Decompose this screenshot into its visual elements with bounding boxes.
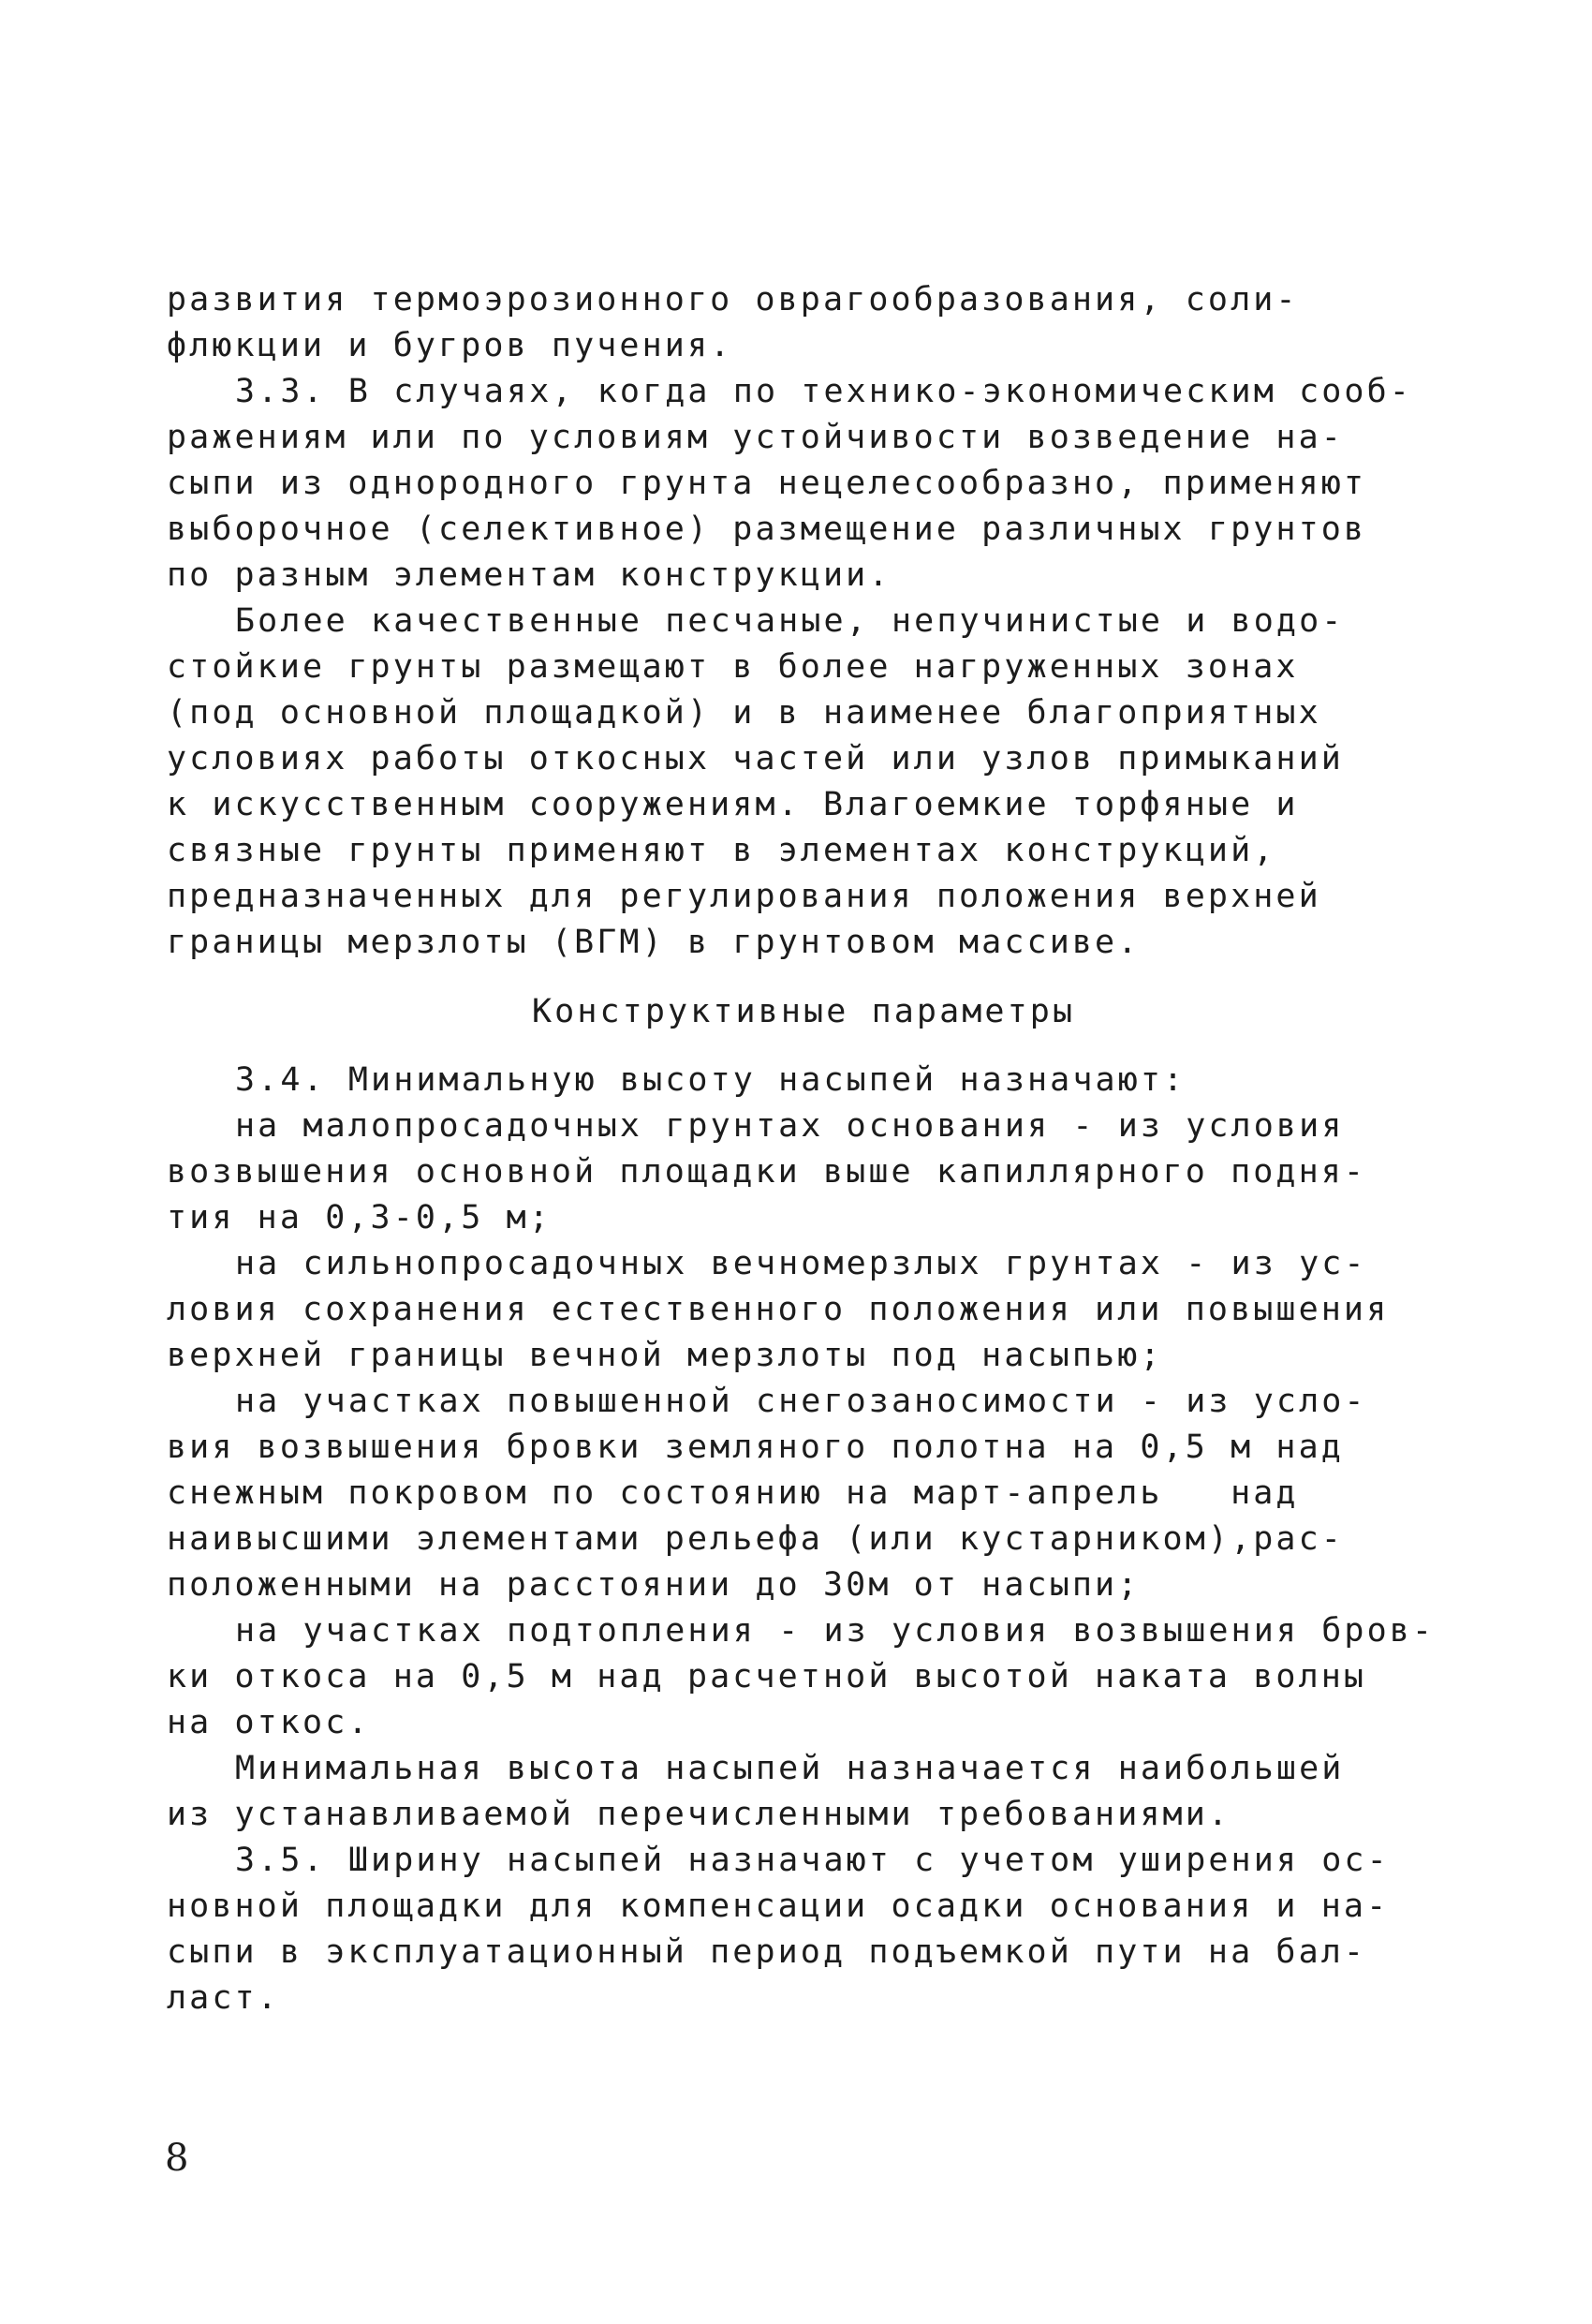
text-line: положенными на расстоянии до 30м от насыпи; [167,1566,1141,1604]
section-heading: Конструктивные параметры [532,993,1076,1030]
paragraph-3-3-start: 3.3. В случаях, когда по технико-экономическим сооб- [235,373,1412,410]
list-item-start: на сильнопросадочных вечномерзлых грунтах - из ус- [235,1245,1367,1282]
text-line: флюкции и бугров пучения. [167,327,733,364]
text-line: наивысшими элементами рельефа (или кустарником),рас- [167,1520,1344,1558]
text-line: на откос. [167,1704,371,1741]
text-line: ласт. [167,1979,280,2017]
list-item-start: на участках повышенной снегозаносимости - из усло- [235,1383,1367,1420]
text-line: сыпи из однородного грунта нецелесообразно, применяют [167,465,1367,502]
text-line: предназначенных для регулирования положения верхней [167,878,1321,915]
text-line: границы мерзлоты (ВГМ) в грунтовом массиве. [167,924,1141,961]
text-line: возвышения основной площадки выше капиллярного подня- [167,1153,1367,1191]
text-line: ражениям или по условиям устойчивости возведение на- [167,419,1344,456]
text-line: связные грунты применяют в элементах конструкций, [167,832,1276,869]
list-item-start: на малопросадочных грунтах основания - из условия [235,1107,1345,1145]
text-line: новной площадки для компенсации осадки основания и на- [167,1887,1390,1925]
paragraph-start: Минимальная высота насыпей назначается наибольшей [235,1750,1345,1787]
text-line: развития термоэрозионного оврагообразования, соли- [167,281,1299,318]
text-line: выборочное (селективное) размещение различных грунтов [167,511,1367,548]
text-line: вия возвышения бровки земляного полотна на 0,5 м над [167,1428,1344,1466]
text-line: стойкие грунты размещают в более нагруженных зонах [167,648,1299,686]
text-line: тия на 0,3-0,5 м; [167,1199,552,1236]
paragraph-start: Более качественные песчаные, непучинистые и водо- [235,602,1345,640]
text-line: к искусственным сооружениям. Влагоемкие торфяные и [167,786,1299,823]
text-line: по разным элементам конструкции. [167,556,892,594]
text-line: снежным покровом по состоянию на март-апрель над [167,1474,1299,1512]
text-line: из устанавливаемой перечисленными требованиями. [167,1796,1231,1833]
page-number: 8 [165,2137,189,2180]
text-line: (под основной площадкой) и в наименее благоприятных [167,694,1321,732]
text-line: верхней границы вечной мерзлоты под насыпью; [167,1337,1163,1374]
text-line: условиях работы откосных частей или узлов примыканий [167,740,1344,777]
body-text [167,277,1436,2021]
text-line: ловия сохранения естественного положения или повышения [167,1291,1390,1328]
paragraph-3-4-start: 3.4. Минимальную высоту насыпей назначают: [235,1061,1187,1099]
text-line: сыпи в эксплуатационный период подъемкой пути на бал- [167,1933,1367,1971]
paragraph-3-5-start: 3.5. Ширину насыпей назначают с учетом уширения ос- [235,1842,1390,1879]
list-item-start: на участках подтопления - из условия возвышения бров- [235,1612,1436,1650]
text-line: ки откоса на 0,5 м над расчетной высотой наката волны [167,1658,1367,1695]
